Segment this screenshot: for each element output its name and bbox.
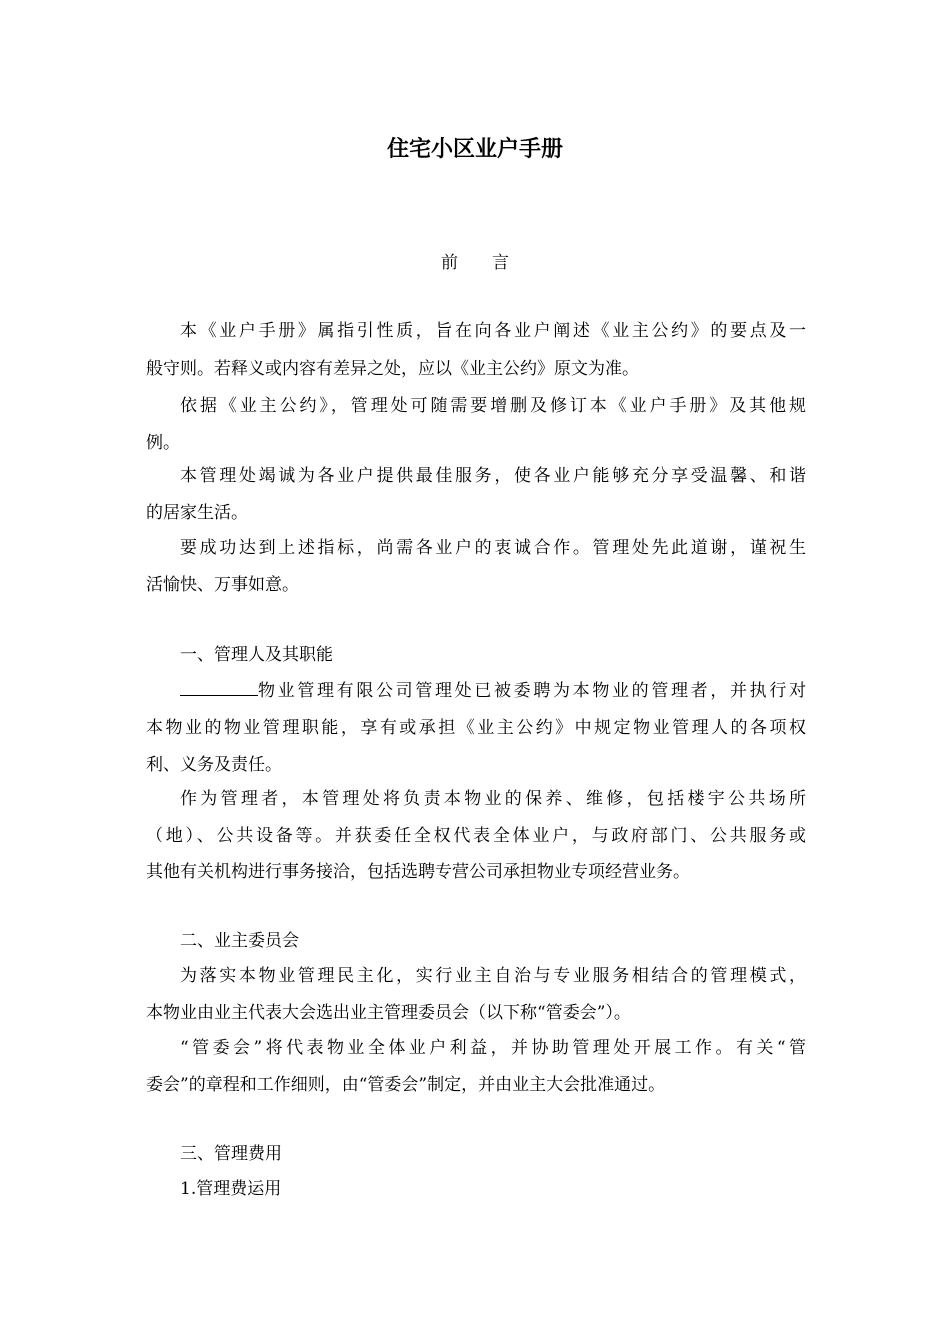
section2-p1-line1: 为落实本物业管理民主化，实行业主自治与专业服务相结合的管理模式， <box>180 966 806 986</box>
section2-p2-line2: 委会”的章程和工作细则，由“管委会”制定，并由业主大会批准通过。 <box>146 1075 666 1095</box>
section3-heading: 三、管理费用 <box>180 1144 282 1164</box>
section1-p1-line1 <box>180 679 806 703</box>
section2-heading: 二、业主委员会 <box>180 931 299 951</box>
preface-p3-line1: 本管理处竭诚为各业户提供最佳服务，使各业户能够充分享受温馨、和谐 <box>180 466 806 486</box>
section1-p2-line2: （地）、公共设备等。并获委任全权代表全体业户，与政府部门、公共服务或 <box>146 826 806 846</box>
preface-p3-line2: 的居家生活。 <box>146 503 248 523</box>
section1-p1-line3: 利、义务及责任。 <box>146 755 282 775</box>
section1-p2-line3: 其他有关机构进行事务接洽，包括选聘专营公司承担物业专项经营业务。 <box>146 862 690 882</box>
preface-p4-line2: 活愉快、万事如意。 <box>146 575 299 595</box>
preface-p2-line2: 例。 <box>146 433 180 453</box>
document-title: 住宅小区业户手册 <box>386 137 563 162</box>
section1-heading: 一、管理人及其职能 <box>180 645 333 665</box>
preface-p4-line1: 要成功达到上述指标，尚需各业户的衷诚合作。管理处先此道谢，谨祝生 <box>180 538 806 558</box>
section3-item1: 1.管理费运用 <box>180 1179 282 1199</box>
preface-p1-line2: 般守则。若释义或内容有差异之处，应以《业主公约》原文为准。 <box>146 359 639 379</box>
section1-p1-line2: 本物业的物业管理职能，享有或承担《业主公约》中规定物业管理人的各项权 <box>146 718 806 738</box>
preface-p1-line1: 本《业户手册》属指引性质，旨在向各业户阐述《业主公约》的要点及一 <box>180 321 806 341</box>
section1-p2-line1: 作为管理者，本管理处将负责本物业的保养、维修，包括楼宇公共场所 <box>180 789 806 809</box>
section1-p1-line1-text: 物业管理有限公司管理处已被委聘为本物业的管理者，并执行对 <box>258 681 806 701</box>
preface-heading: 前 言 <box>441 253 509 273</box>
section2-p1-line2: 本物业由业主代表大会选出业主管理委员会（以下称“管委会”）。 <box>146 1003 631 1023</box>
preface-p2-line1: 依据《业主公约》，管理处可随需要增删及修订本《业户手册》及其他规 <box>180 396 806 416</box>
company-name-blank <box>180 679 258 696</box>
section2-p2-line1: “管委会”将代表物业全体业户利益，并协助管理处开展工作。有关“管 <box>180 1038 806 1058</box>
